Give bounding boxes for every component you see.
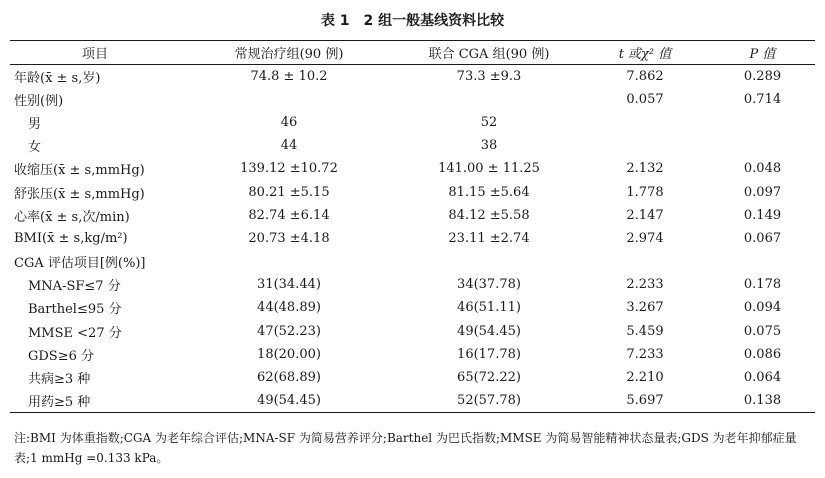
p-value: 0.097 <box>743 184 782 200</box>
cga-group-value: 81.15 ±5.64 <box>448 184 530 200</box>
row-label: Barthel≤95 分 <box>28 302 122 318</box>
table-row <box>10 296 815 319</box>
cga-group-value: 65(72.22) <box>457 370 521 386</box>
t-value: 5.697 <box>580 389 710 412</box>
t-value: 3.267 <box>626 300 664 316</box>
row-label: 性别(例) <box>14 93 64 109</box>
baseline-table <box>10 40 815 413</box>
control-group-value: 44(48.89) <box>257 300 321 316</box>
table-footnote: 注:BMI 为体重指数;CGA 为老年综合评估;MNA-SF 为简易营养评分;Barthel 为巴氏指数;MMSE 为简易智能精神状态量表;GDS 为老年抑郁症量表;1 mmHg =0.133 kPa。 <box>14 431 797 465</box>
p-value: 0.178 <box>743 277 782 293</box>
control-group-value: 80.21 ±5.15 <box>248 184 330 200</box>
t-value: 2.233 <box>626 277 664 293</box>
row-label: 共病≥3 种 <box>28 372 91 388</box>
control-group-value: 62(68.89) <box>257 370 321 386</box>
table-row <box>10 134 815 157</box>
row-label: GDS≥6 分 <box>28 348 95 364</box>
t-value: 5.459 <box>626 323 664 339</box>
cga-group-value <box>398 250 580 273</box>
p-value: 0.048 <box>743 161 782 177</box>
t-value <box>580 111 710 134</box>
t-value: 7.233 <box>626 346 664 362</box>
cga-group-value: 16(17.78) <box>457 346 521 362</box>
table-row <box>10 204 815 227</box>
control-group-value: 46 <box>280 114 298 130</box>
table-row <box>10 273 815 296</box>
table-row <box>10 180 815 203</box>
p-value <box>710 250 815 273</box>
cga-group-value: 38 <box>480 138 498 154</box>
cga-group-value: 46(51.11) <box>457 300 521 316</box>
control-group-value: 74.8 ± 10.2 <box>250 68 328 84</box>
p-value: 0.289 <box>743 68 782 84</box>
table-row <box>10 88 815 111</box>
p-value: 0.714 <box>743 91 782 107</box>
control-group-value: 31(34.44) <box>257 277 321 293</box>
p-value <box>710 111 815 134</box>
table-row <box>10 343 815 366</box>
control-group-value <box>180 250 398 273</box>
cga-group-value: 23.11 ±2.74 <box>448 230 530 246</box>
control-group-value: 20.73 ±4.18 <box>248 230 330 246</box>
row-label: MNA-SF≤7 分 <box>28 279 121 295</box>
row-label: MMSE <27 分 <box>28 325 122 341</box>
header-item: 项目 <box>10 41 180 65</box>
p-value: 0.086 <box>743 346 782 362</box>
header-t-value: t 或χ² 值 <box>580 41 710 65</box>
row-label: 用药≥5 种 <box>10 389 180 412</box>
row-label: 收缩压(x̄ ± s,mmHg) <box>14 163 145 179</box>
t-value <box>580 250 710 273</box>
table-body <box>10 65 815 413</box>
cga-group-value: 84.12 ±5.58 <box>448 207 530 223</box>
t-value: 2.974 <box>626 230 664 246</box>
control-group-value <box>180 88 398 111</box>
table-row <box>10 227 815 250</box>
p-value: 0.064 <box>743 370 782 386</box>
header-p-value: P 值 <box>710 41 815 65</box>
row-label: BMI(x̄ ± s,kg/m²) <box>14 230 128 246</box>
t-value: 0.057 <box>626 91 664 107</box>
t-value <box>580 134 710 157</box>
row-label: 男 <box>28 116 42 132</box>
row-label: 年龄(x̄ ± s,岁) <box>14 70 101 86</box>
p-value: 0.138 <box>710 389 815 412</box>
row-label: 舒张压(x̄ ± s,mmHg) <box>14 186 145 202</box>
row-label: CGA 评估项目[例(%)] <box>14 256 146 272</box>
cga-group-value <box>398 88 580 111</box>
row-label: 女 <box>28 140 42 156</box>
p-value: 0.067 <box>743 230 782 246</box>
cga-group-value: 141.00 ± 11.25 <box>438 161 540 177</box>
header-cga-group: 联合 CGA 组(90 例) <box>398 41 580 65</box>
cga-group-value: 73.3 ±9.3 <box>456 68 522 84</box>
table-row <box>10 250 815 273</box>
cga-group-value: 49(54.45) <box>457 323 521 339</box>
t-value: 7.862 <box>626 68 664 84</box>
table-row <box>10 157 815 180</box>
table-row <box>10 366 815 389</box>
header-row <box>10 41 815 65</box>
control-group-value: 139.12 ±10.72 <box>240 161 338 177</box>
table-title: 表 1 2 组一般基线资料比较 <box>320 13 505 29</box>
p-value <box>710 134 815 157</box>
p-value: 0.075 <box>743 323 782 339</box>
t-value: 2.132 <box>626 161 664 177</box>
table-row <box>10 65 815 88</box>
cga-group-value: 52(57.78) <box>398 389 580 412</box>
control-group-value: 82.74 ±6.14 <box>248 207 330 223</box>
control-group-value: 18(20.00) <box>257 346 321 362</box>
table-row <box>10 320 815 343</box>
row-label: 心率(x̄ ± s,次/min) <box>14 209 130 225</box>
control-group-value: 49(54.45) <box>180 389 398 412</box>
control-group-value: 47(52.23) <box>257 323 321 339</box>
cga-group-value: 52 <box>480 114 498 130</box>
table-row <box>10 111 815 134</box>
t-value: 2.147 <box>626 207 664 223</box>
p-value: 0.149 <box>743 207 782 223</box>
cga-group-value: 34(37.78) <box>457 277 521 293</box>
p-value: 0.094 <box>743 300 782 316</box>
table-row <box>10 389 815 412</box>
header-control-group: 常规治疗组(90 例) <box>180 41 398 65</box>
control-group-value: 44 <box>280 138 298 154</box>
t-value: 1.778 <box>626 184 664 200</box>
t-value: 2.210 <box>626 370 664 386</box>
